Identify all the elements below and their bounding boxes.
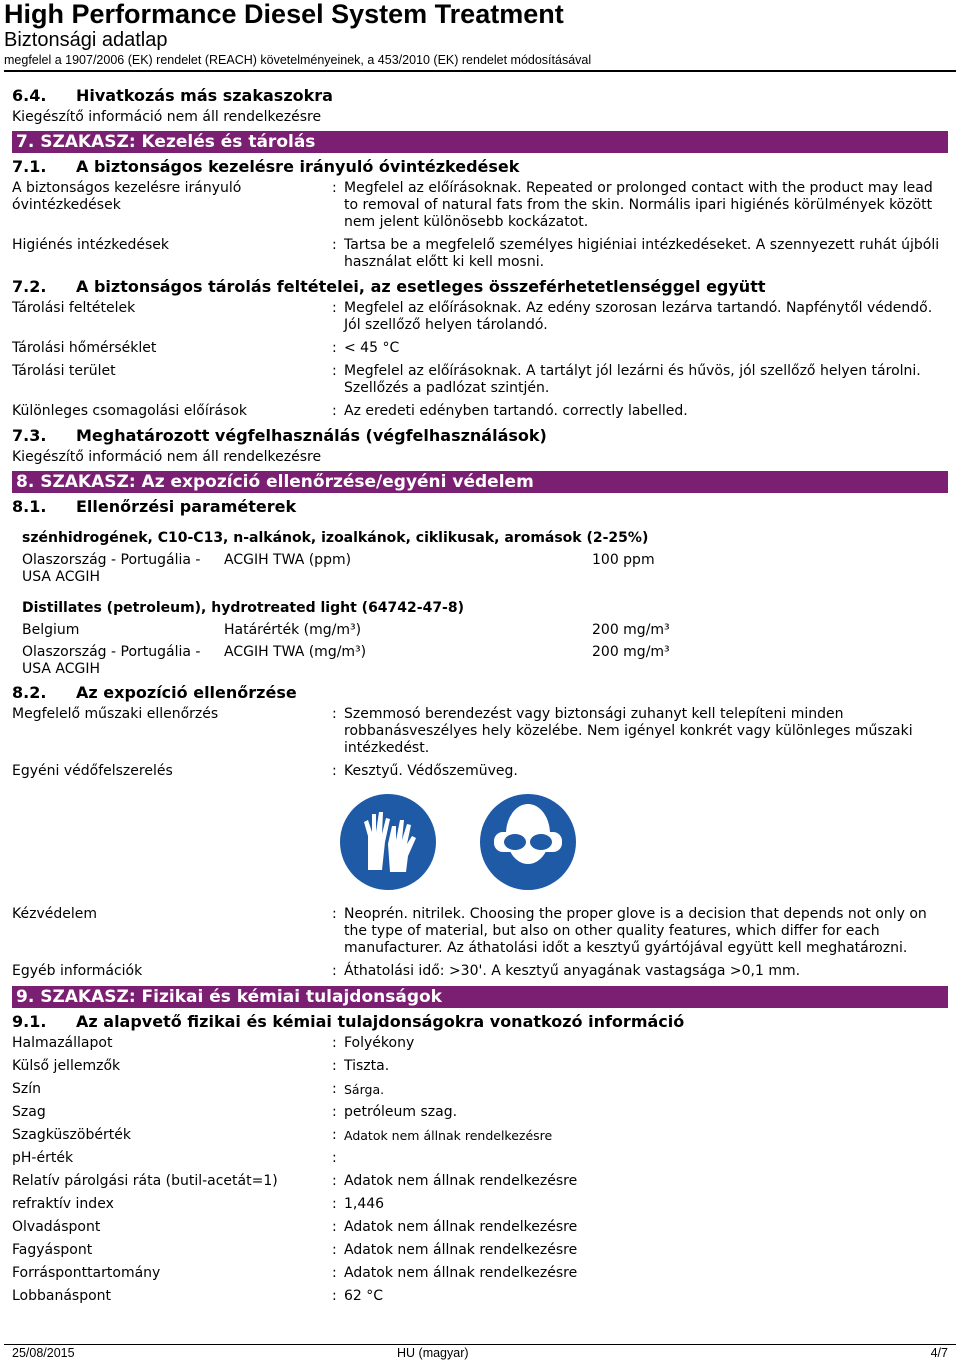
property-row: Lobbanáspont : 62 °C [12, 1288, 384, 1304]
limit-row: Olaszország - Portugália - USA ACGIH ACGIH TWA (mg/m³) 200 mg/m³ [22, 644, 670, 677]
footer-page-number: 4/7 [930, 1346, 948, 1360]
property-list [12, 300, 948, 420]
regulation-note: megfelel a 1907/2006 (EK) rendelet (REACH) követelményeinek, a 453/2010 (EK) rendelet módosításával [4, 53, 592, 67]
limit-row: Belgium Határérték (mg/m³) 200 mg/m³ [22, 622, 670, 638]
property-row: Különleges csomagolási előírások : Az eredeti edényben tartandó. correctly labelled. [12, 403, 688, 419]
limit-row: Olaszország - Portugália - USA ACGIH ACGIH TWA (ppm) 100 ppm [22, 552, 655, 585]
property-list [12, 180, 948, 271]
subsection-heading: 7.2. A biztonságos tárolás feltételei, az esetleges összeférhetetlenséggel együtt [12, 277, 766, 296]
footer-rule [4, 1344, 956, 1345]
section-bar: 7. SZAKASZ: Kezelés és tárolás [12, 131, 948, 153]
substance-name: szénhidrogének, C10-C13, n-alkánok, izoalkánok, ciklikusak, aromások (2-25%) [22, 530, 649, 546]
subsection-heading: 9.1. Az alapvető fizikai és kémiai tulajdonságokra vonatkozó információ [12, 1012, 685, 1031]
property-row: Forrásponttartomány : Adatok nem állnak rendelkezésre [12, 1265, 578, 1281]
goggles-icon [464, 792, 592, 892]
property-row: Olvadáspont : Adatok nem állnak rendelkezésre [12, 1219, 578, 1235]
property-row: refraktív index : 1,446 [12, 1196, 385, 1212]
gloves-icon [324, 792, 452, 892]
header-rule [4, 70, 956, 72]
footer-language: HU (magyar) [397, 1346, 469, 1360]
property-list [12, 706, 948, 780]
property-row: Egyéb információk : Áthatolási idő: >30'. A kesztyű anyagának vastagsága >0,1 mm. [12, 963, 801, 979]
subsection-heading: 7.1. A biztonságos kezelésre irányuló óvintézkedések [12, 157, 520, 176]
subsection-heading: 7.3. Meghatározott végfelhasználás (végfelhasználások) [12, 426, 547, 445]
substance-name: Distillates (petroleum), hydrotreated light (64742-47-8) [22, 600, 465, 616]
section-note: Kiegészítő információ nem áll rendelkezésre [12, 109, 322, 125]
property-row: pH-érték : [12, 1150, 337, 1166]
property-row: Tárolási terület : Megfelel az előírásoknak. A tartályt jól lezárni és hűvös, jól szellőző helyen tárolni. Szellőzés a padlózat szintjén. [12, 363, 921, 396]
subsection-heading: 8.2. Az expozíció ellenőrzése [12, 683, 297, 702]
property-row: Megfelelő műszaki ellenőrzés : Szemmosó berendezést vagy biztonsági zuhanyt kell telepíteni minden robbanásveszélyes hely közelébe. Nem igényel konkrét vagy különleges műszaki intézkedést. [12, 706, 913, 756]
property-row: Tárolási feltételek : Megfelel az előírásoknak. Az edény szorosan lezárva tartandó. Napfénytől védendő. Jól szellőző helyen tárolandó. [12, 300, 933, 333]
property-row: Szagküszöbérték : Adatok nem állnak rendelkezésre [12, 1127, 553, 1143]
property-row: Szag : petróleum szag. [12, 1104, 458, 1120]
ppe-pictograms [324, 792, 948, 892]
property-list [12, 1035, 948, 1305]
page-footer [12, 1346, 948, 1360]
footer-date: 25/08/2015 [12, 1346, 75, 1360]
property-row: Külső jellemzők : Tiszta. [12, 1058, 390, 1074]
property-row: Relatív párolgási ráta (butil-acetát=1) : Adatok nem állnak rendelkezésre [12, 1173, 578, 1189]
property-row: Tárolási hőmérséklet : < 45 °C [12, 340, 400, 356]
property-row: Higiénés intézkedések : Tartsa be a megfelelő személyes higiéniai intézkedéseket. A szennyezett ruhát újbóli használat előtt ki kell mosni. [12, 237, 940, 270]
section-bar: 8. SZAKASZ: Az expozíció ellenőrzése/egyéni védelem [12, 471, 948, 493]
section-note: Kiegészítő információ nem áll rendelkezésre [12, 449, 322, 465]
property-row: Halmazállapot : Folyékony [12, 1035, 415, 1051]
property-row: Fagyáspont : Adatok nem állnak rendelkezésre [12, 1242, 578, 1258]
subsection-heading: 8.1. Ellenőrzési paraméterek [12, 497, 297, 516]
property-list [12, 906, 948, 980]
property-row: Egyéni védőfelszerelés : Kesztyű. Védőszemüveg. [12, 763, 518, 779]
document-header [4, 0, 591, 68]
document-body [12, 82, 948, 1311]
property-row: A biztonságos kezelésre irányuló óvintézkedések : Megfelel az előírásoknak. Repeated or prolonged contact with the product may lead to removal of natural fats from the skin. Normális ipari higiénés körülmények között nem jelent különösebb kockázatot. [12, 180, 933, 230]
product-title: High Performance Diesel System Treatment [4, 0, 564, 29]
section-bar: 9. SZAKASZ: Fizikai és kémiai tulajdonságok [12, 986, 948, 1008]
property-row: Kézvédelem : Neoprén. nitrilek. Choosing the proper glove is a decision that depends not only on the type of material, but also on other quality features, which differ for each manufacturer. Az áthatolási időt a kesztyű gyártójával együtt kell meghatározni. [12, 906, 927, 956]
subsection-heading: 6.4. Hivatkozás más szakaszokra [12, 86, 333, 105]
property-row: Szín : Sárga. [12, 1081, 385, 1097]
document-subtitle: Biztonsági adatlap [4, 29, 168, 51]
